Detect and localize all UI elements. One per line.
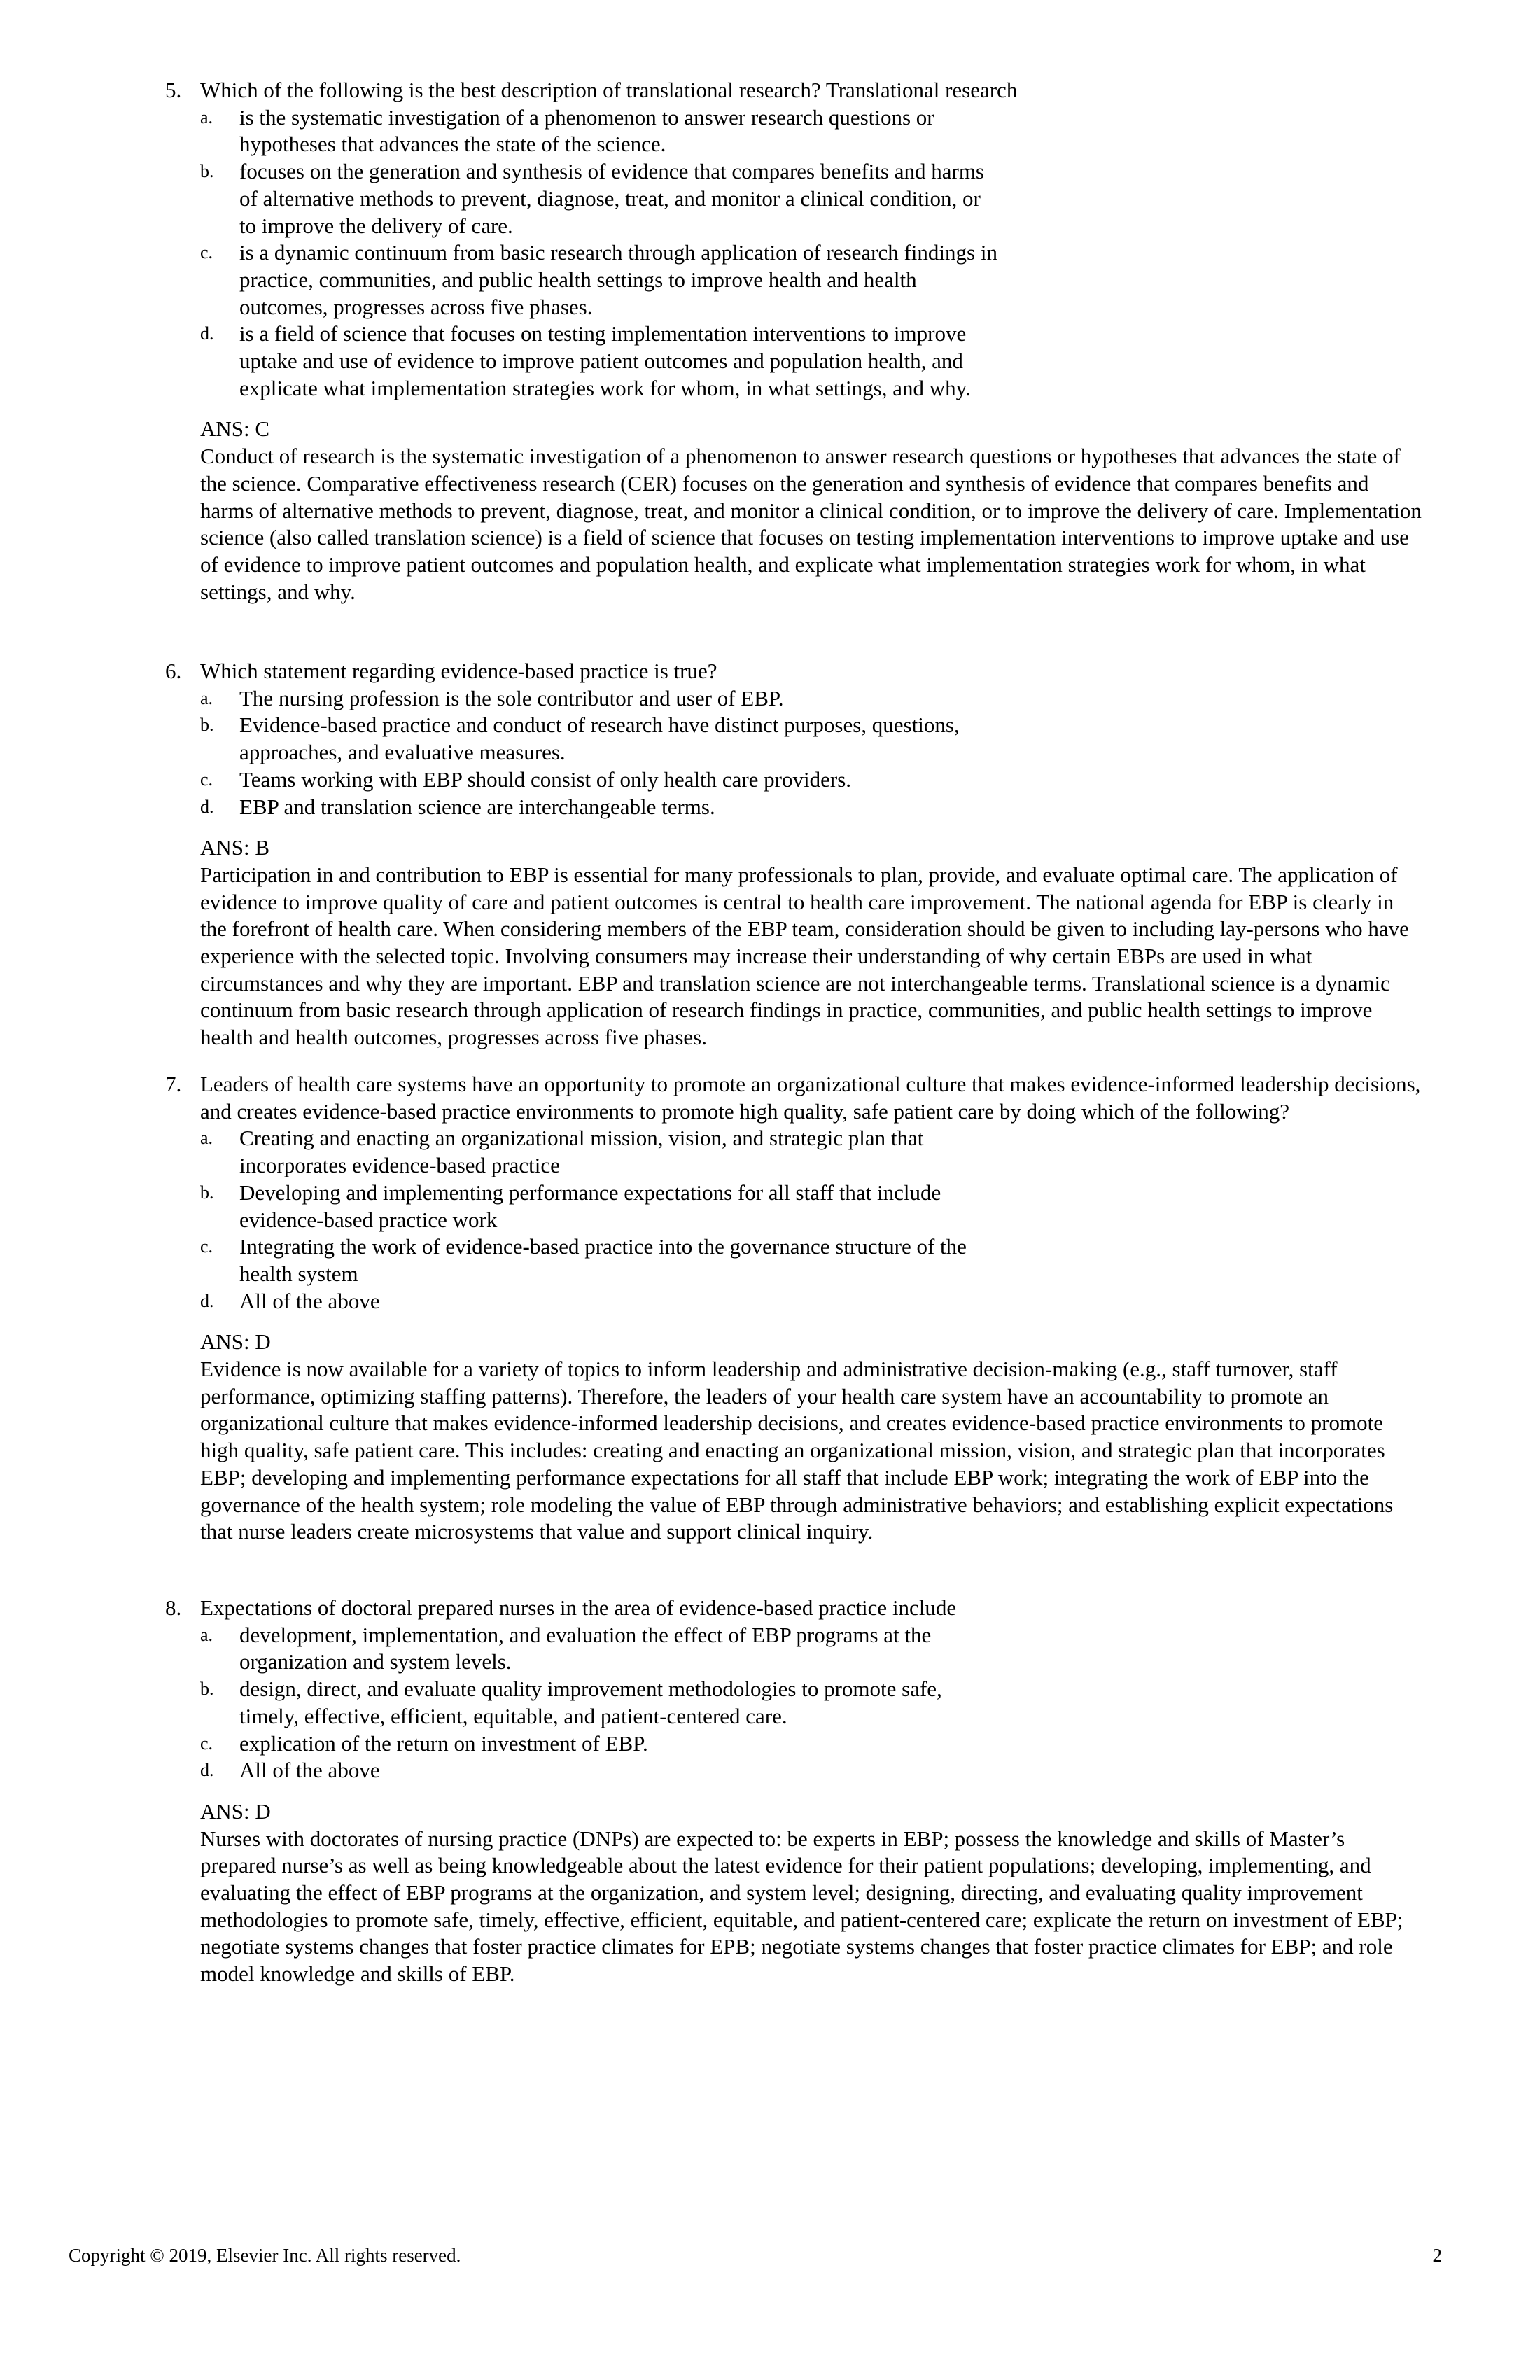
option-text: All of the above (239, 1288, 380, 1313)
option-text: is a field of science that focuses on testing implementation interventions to improve uptake and use of evidence to improve patient outcomes and population health, and explicate what implementation strategies work for whom, in what settings, and why. (239, 321, 971, 400)
option-text: is the systematic investigation of a phenomenon to answer research questions or hypotheses that advances the state of the science. (239, 104, 934, 157)
answer-option (200, 1622, 1425, 1676)
question-text: Which statement regarding evidence-based practice is true? (200, 659, 718, 683)
answer-options (200, 1125, 1425, 1315)
answer-option (200, 1180, 1425, 1233)
page-footer (69, 2242, 1442, 2269)
option-text: development, implementation, and evaluation the effect of EBP programs at the organization and system levels. (239, 1622, 932, 1674)
answer-option (200, 158, 1425, 239)
option-text: EBP and translation science are interchangeable terms. (239, 794, 715, 819)
question-number: 7. (165, 1072, 182, 1096)
option-letter: a. (200, 1128, 214, 1149)
option-letter: b. (200, 715, 214, 736)
option-text: Teams working with EBP should consist of only health care providers. (239, 766, 852, 792)
answer-rationale: Nurses with doctorates of nursing practice (DNPs) are expected to: be experts in EBP; possess the knowledge and skills of Master’s prepared nurse’s as well as being knowledgeable about the latest evidence for their patient populations; developing, implementing, and evaluating the effect of EBP programs at the organization, and system level; designing, directing, and evaluating quality improvement methodologies to promote safe, timely, effective, efficient, equitable, and patient-centered care; explicate the return on investment of EBP; negotiate systems changes that foster practice climates for EPB; negotiate systems changes that foster practice climates for EBP; and role model knowledge and skills of EBP. (200, 1826, 1404, 1987)
answer-rationale: Participation in and contribution to EBP is essential for many professionals to plan, provide, and evaluate optimal care. The application of evidence to improve quality of care and patient outcomes is central to health care improvement. The national agenda for EBP is clearly in the forefront of health care. When considering members of the EBP team, consideration should be given to including lay-persons who have experience with the selected topic. Involving consumers may increase their understanding of why certain EBPs are used in what circumstances and why they are important. EBP and translation science are not interchangeable terms. Translational science is a dynamic continuum from basic research through application of research findings in practice, communities, and public health settings to improve health and health outcomes, progresses across five phases. (200, 862, 1409, 1050)
question-text: Which of the following is the best description of translational research? Translational research (200, 78, 1018, 102)
question-stem (165, 1595, 1425, 1622)
question-5 (165, 77, 1425, 606)
option-text: Integrating the work of evidence-based practice into the governance structure of the health system (239, 1234, 967, 1286)
option-letter: a. (200, 1624, 214, 1645)
copyright-notice: Copyright © 2019, Elsevier Inc. All rights reserved. (69, 2245, 461, 2266)
question-8 (165, 1595, 1425, 1988)
option-letter: d. (200, 323, 214, 344)
option-letter: c. (200, 1236, 214, 1257)
answer-rationale: Evidence is now available for a variety of topics to inform leadership and administrative decision-making (e.g., staff turnover, staff performance, optimizing staffing patterns). Therefore, the leaders of your health care system have an accountability to promote an organizational culture that makes evidence-informed leadership decisions, and creates evidence-based practice environments to promote high quality, safe patient care. This includes: creating and enacting an organizational mission, vision, and strategic plan that incorporates EBP; developing and implementing performance expectations for all staff that include EBP work; integrating the work of EBP into the governance of the health system; role modeling the value of EBP through administrative behaviors; and establishing explicit expectations that nurse leaders create microsystems that value and support clinical inquiry. (200, 1357, 1394, 1544)
answer-key: ANS: D (200, 1329, 271, 1354)
answer-option (200, 1288, 1425, 1315)
option-letter: c. (200, 769, 214, 790)
page-number: 2 (1432, 2245, 1442, 2266)
option-letter: d. (200, 1760, 214, 1781)
option-text: All of the above (239, 1758, 380, 1783)
question-text: Leaders of health care systems have an opportunity to promote an organizational culture that makes evidence-informed leadership decisions, and creates evidence-based practice environments to promote high quality, safe patient care by doing which of the following? (200, 1072, 1421, 1124)
answer-option (200, 1233, 1425, 1287)
answer-option (200, 321, 1425, 402)
option-text: Evidence-based practice and conduct of research have distinct purposes, questions, approaches, and evaluative measures. (239, 713, 960, 765)
option-text: is a dynamic continuum from basic research through application of research findings in practice, communities, and public health settings to improve health and health outcomes, progresses across five phases. (239, 240, 997, 319)
answer-rationale: Conduct of research is the systematic investigation of a phenomenon to answer research questions or hypotheses that advances the state of the science. Comparative effectiveness research (CER) focuses on the generation and synthesis of evidence that compares benefits and harms of alternative methods to prevent, diagnose, treat, and monitor a clinical condition, or to improve the delivery of care. Implementation science (also called translation science) is a field of science that focuses on testing implementation interventions to improve uptake and use of evidence to improve patient outcomes and population health, and explicate what implementation strategies work for whom, in what settings, and why. (200, 444, 1422, 604)
option-text: explication of the return on investment of EBP. (239, 1730, 648, 1756)
answer-options (200, 1622, 1425, 1784)
option-text: design, direct, and evaluate quality improvement methodologies to promote safe, timely, effective, efficient, equitable, and patient-centered care. (239, 1676, 942, 1728)
answer-option (200, 794, 1425, 821)
option-letter: a. (200, 106, 214, 127)
option-text: focuses on the generation and synthesis of evidence that compares benefits and harms of alternative methods to prevent, diagnose, treat, and monitor a clinical condition, or to improve the delivery of care. (239, 159, 984, 238)
answer-option (200, 1125, 1425, 1179)
answer-key: ANS: D (200, 1798, 271, 1823)
answer-option (200, 1730, 1425, 1758)
option-letter: b. (200, 1182, 214, 1203)
option-text: The nursing profession is the sole contributor and user of EBP. (239, 685, 784, 710)
question-stem (165, 1071, 1425, 1125)
question-number: 8. (165, 1595, 182, 1620)
answer-option (200, 712, 1425, 766)
answer-option (200, 766, 1425, 794)
question-stem (165, 658, 1425, 685)
answer-option (200, 1676, 1425, 1730)
question-number: 6. (165, 659, 182, 683)
option-text: Developing and implementing performance expectations for all staff that include evidence-based practice work (239, 1180, 941, 1232)
question-7 (165, 1071, 1425, 1546)
question-6 (165, 658, 1425, 1051)
question-number: 5. (165, 78, 182, 102)
option-letter: a. (200, 687, 214, 708)
option-letter: b. (200, 1679, 214, 1700)
answer-key: ANS: C (200, 416, 270, 442)
question-text: Expectations of doctoral prepared nurses in the area of evidence-based practice include (200, 1595, 957, 1620)
option-letter: b. (200, 161, 214, 182)
option-letter: c. (200, 1732, 214, 1754)
option-letter: c. (200, 242, 214, 263)
option-text: Creating and enacting an organizational mission, vision, and strategic plan that incorporates evidence-based practice (239, 1126, 924, 1178)
option-letter: d. (200, 796, 214, 817)
answer-option (200, 1757, 1425, 1784)
answer-key: ANS: B (200, 835, 270, 860)
answer-option (200, 239, 1425, 321)
answer-options (200, 685, 1425, 821)
answer-option (200, 685, 1425, 713)
answer-options (200, 104, 1425, 402)
answer-option (200, 104, 1425, 158)
option-letter: d. (200, 1290, 214, 1311)
question-stem (165, 77, 1425, 104)
